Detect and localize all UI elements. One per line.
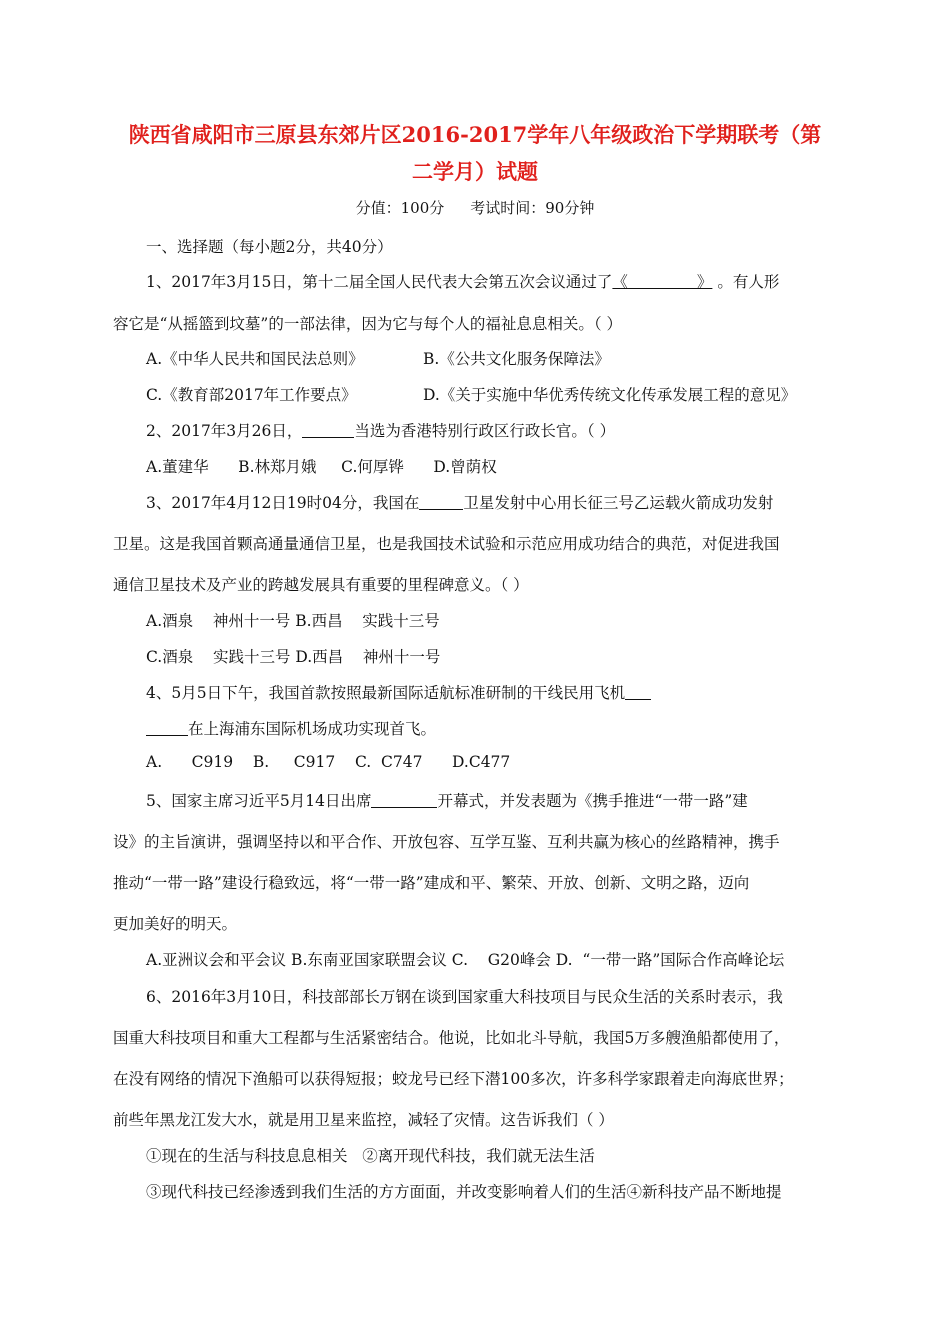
question-3-blank (419, 494, 463, 511)
question-1-option-d: D.《关于实施中华优秀传统文化传承发展工程的意见》 (423, 386, 797, 404)
question-5-blank (371, 792, 437, 809)
question-3-options-ab: A.酒泉 神州十一号 B.西昌 实践十三号 (146, 612, 440, 630)
question-3-text: 3、2017年4月12日19时04分，我国在 (146, 494, 420, 512)
question-3-stem (146, 491, 773, 513)
question-1-stem-cont: 容它是“从摇篮到坟墓”的一部法律，因为它与每个人的福祉息息相关。（ ） (113, 315, 623, 333)
question-5-stem-cont-2: 推动“一带一路”建设行稳致远，将“一带一路”建成和平、繁荣、开放、创新、文明之路，迈向 (113, 874, 750, 892)
score-info: 分值：100分 (355, 199, 445, 217)
exam-title-line-2: 二学月）试题 (412, 159, 538, 184)
question-1-text-tail: 。有人形 (712, 273, 780, 291)
question-4-stem (146, 681, 651, 703)
question-4-text-tail: 在上海浦东国际机场成功实现首飞。 (188, 720, 437, 738)
question-3-stem-cont-1: 卫星。这是我国首颗高通量通信卫星，也是我国技术试验和示范应用成功结合的典范，对促进我国 (113, 535, 780, 553)
exam-title-line-1: 陕西省咸阳市三原县东郊片区2016-2017学年八年级政治下学期联考（第 (128, 122, 822, 147)
question-6-item-3-4: ③现代科技已经渗透到我们生活的方方面面，并改变影响着人们的生活④新科技产品不断地提 (146, 1183, 782, 1201)
question-4-blank-cont (146, 720, 188, 737)
exam-meta (0, 197, 950, 218)
question-5-text: 5、国家主席习近平5月14日出席 (146, 792, 372, 810)
question-1-option-b: B.《公共文化服务保障法》 (423, 350, 610, 368)
question-3-stem-cont-2: 通信卫星技术及产业的跨越发展具有重要的里程碑意义。（ ） (113, 576, 529, 594)
question-6-item-1-2: ①现在的生活与科技息息相关 ②离开现代科技，我们就无法生活 (146, 1147, 595, 1165)
question-5-stem-cont-3: 更加美好的明天。 (113, 915, 238, 933)
section-heading: 一、选择题（每小题2分，共40分） (146, 238, 393, 256)
question-2-options: A.董建华 B.林郑月娥 C.何厚铧 D.曾荫权 (146, 458, 497, 476)
question-4-stem-cont (146, 717, 436, 739)
time-info: 考试时间：90分钟 (470, 199, 595, 217)
question-6-stem-cont-2: 在没有网络的情况下渔船可以获得短报；蛟龙号已经下潜100多次，许多科学家跟着走向海底世界； (113, 1070, 794, 1088)
question-4-blank (625, 684, 651, 701)
question-6-stem-cont-1: 国重大科技项目和重大工程都与生活紧密结合。他说，比如北斗导航，我国5万多艘渔船都使用了， (113, 1029, 790, 1047)
question-5-stem-cont-1: 设》的主旨演讲，强调坚持以和平合作、开放包容、互学互鉴、互利共赢为核心的丝路精神，携手 (113, 833, 780, 851)
question-2-text: 2、2017年3月26日， (146, 422, 303, 440)
question-5-stem (146, 789, 748, 811)
question-4-options: A. C919 B. C917 C. C747 D.C477 (146, 753, 511, 771)
question-1-stem (146, 270, 779, 292)
question-1-option-a: A.《中华人民共和国民法总则》 (146, 350, 364, 368)
question-6-stem-cont-3: 前些年黑龙江发大水，就是用卫星来监控，减轻了灾情。这告诉我们（ ） (113, 1111, 614, 1129)
question-4-text: 4、5月5日下午，我国首款按照最新国际适航标准研制的干线民用飞机 (146, 684, 626, 702)
question-1-blank: 《 》 (612, 273, 713, 291)
question-2-blank (302, 422, 354, 439)
question-6-stem: 6、2016年3月10日，科技部部长万钢在谈到国家重大科技项目与民众生活的关系时表示，我 (146, 988, 783, 1006)
question-1-text: 1、2017年3月15日，第十二届全国人民代表大会第五次会议通过了 (146, 273, 613, 291)
question-1-option-c: C.《教育部2017年工作要点》 (146, 386, 357, 404)
question-3-text-tail: 卫星发射中心用长征三号乙运载火箭成功发射 (463, 494, 774, 512)
question-5-text-tail: 开幕式，并发表题为《携手推进“一带一路”建 (437, 792, 748, 810)
question-5-options: A.亚洲议会和平会议 B.东南亚国家联盟会议 C. G20峰会 D. “一带一路”国际合作高峰论坛 (146, 951, 785, 969)
question-3-options-cd: C.酒泉 实践十三号 D.西昌 神州十一号 (146, 648, 441, 666)
question-2-stem (146, 419, 615, 441)
question-2-text-tail: 当选为香港特别行政区行政长官。（ ） (354, 422, 616, 440)
